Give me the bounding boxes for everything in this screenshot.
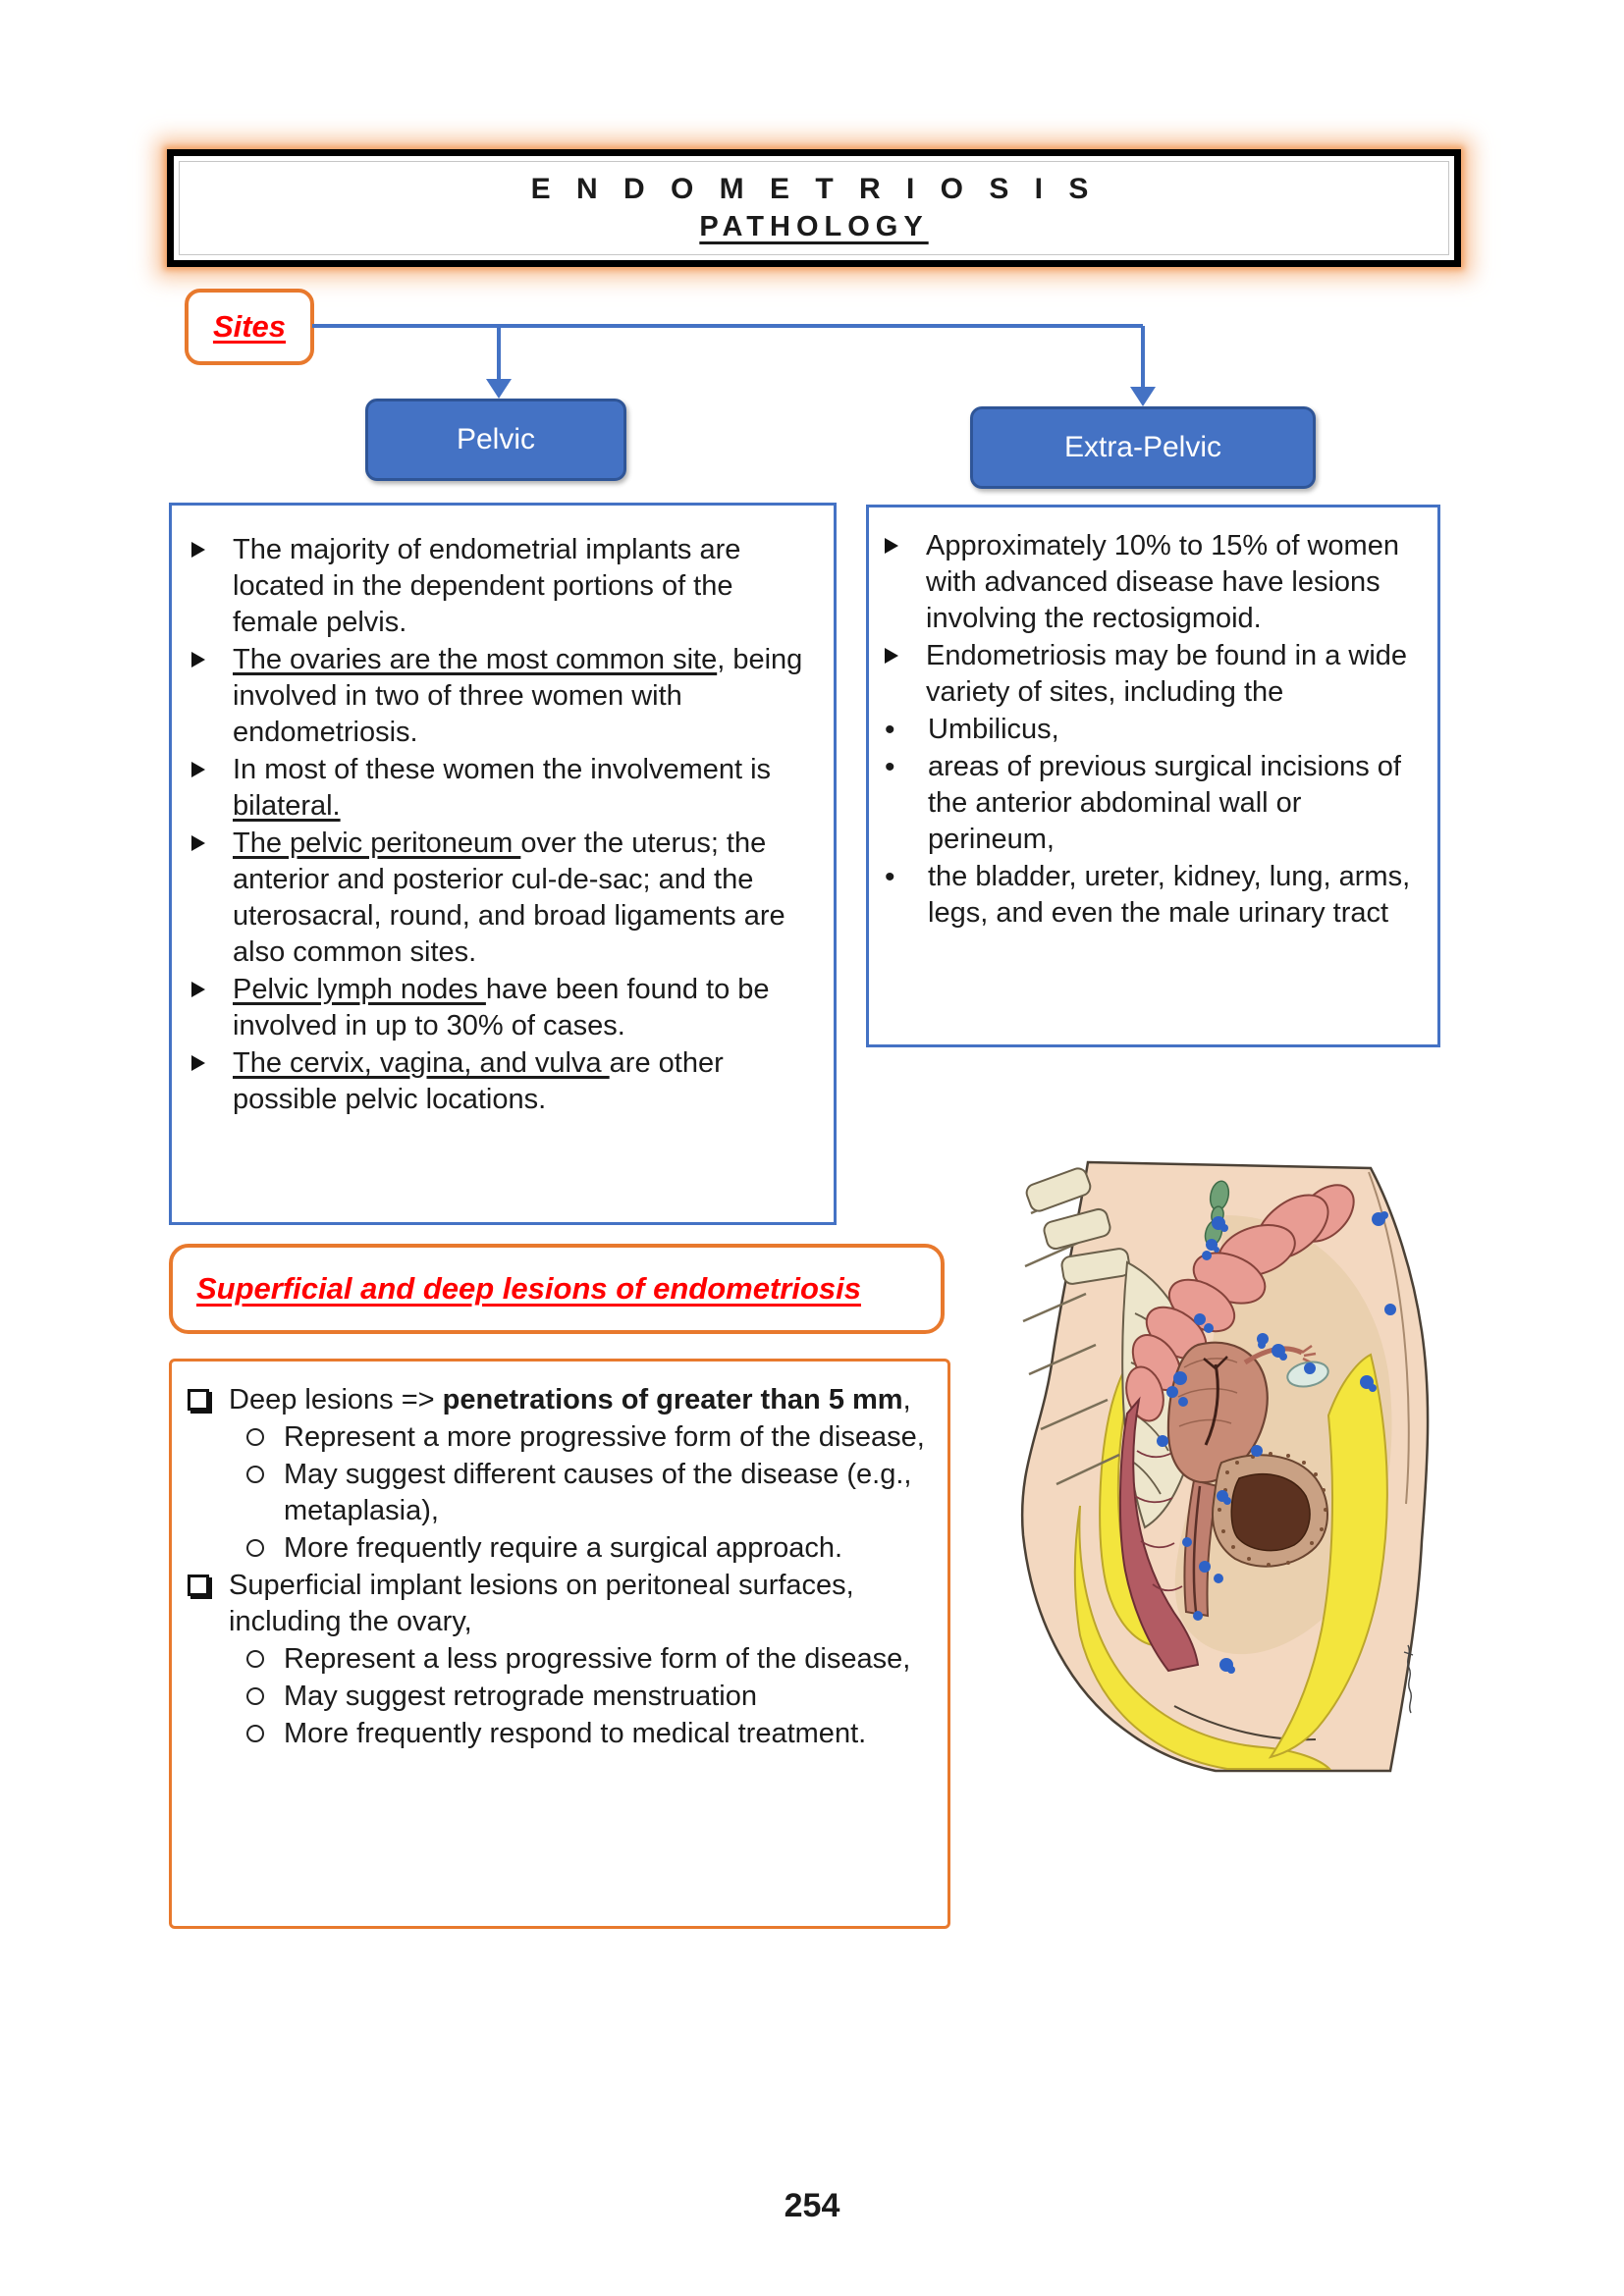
- list-item-text: More frequently respond to medical treatment.: [284, 1718, 867, 1749]
- circle-bullet-icon: [243, 1457, 284, 1483]
- title-inner-frame: [179, 161, 1449, 255]
- list-item: [191, 642, 822, 751]
- list-item-text: Represent a less progressive form of the disease,: [284, 1643, 911, 1675]
- list-item: [885, 859, 1430, 932]
- arrow-bullet-icon: [885, 638, 926, 664]
- list-item: [243, 1530, 938, 1567]
- list-item-text: Endometriosis may be found in a wide variety of sites, including the: [926, 640, 1408, 708]
- list-item-text: May suggest retrograde menstruation: [284, 1681, 757, 1712]
- list-item: [188, 1568, 938, 1640]
- list-item-text: areas of previous surgical incisions of the anterior abdominal wall or perineum,: [928, 751, 1401, 855]
- circle-bullet-icon: [243, 1716, 284, 1742]
- list-item: [885, 638, 1430, 711]
- list-item: [885, 712, 1430, 748]
- circle-bullet-icon: [243, 1679, 284, 1705]
- arrowhead-to-extra-pelvic: [1130, 387, 1156, 406]
- pelvic-anatomy-illustration: [980, 1156, 1437, 1773]
- document-subtitle: PATHOLOGY: [699, 211, 929, 242]
- dot-bullet-icon: •: [885, 714, 895, 746]
- list-item-text: May suggest different causes of the disease (e.g., metaplasia),: [284, 1459, 912, 1526]
- circle-bullet-icon: [243, 1641, 284, 1668]
- list-item-text: More frequently require a surgical approach.: [284, 1532, 843, 1564]
- list-item-text: the bladder, ureter, kidney, lung, arms, legs, and even the male urinary tract: [928, 861, 1411, 929]
- flowchart-node-pelvic: Pelvic: [365, 399, 626, 481]
- sites-label: Sites: [212, 309, 287, 344]
- flowchart-node-extra-pelvic: Extra-Pelvic: [970, 406, 1316, 489]
- title-box: [167, 149, 1461, 267]
- list-item-text: In most of these women the involvement is bilateral.: [233, 754, 772, 822]
- square-bullet-icon: [188, 1382, 229, 1411]
- list-item-text: Superficial implant lesions on peritoneal surfaces, including the ovary,: [229, 1570, 854, 1637]
- list-item: [188, 1382, 938, 1418]
- arrow-bullet-icon: [191, 1045, 233, 1071]
- arrowhead-to-pelvic: [486, 379, 512, 399]
- arrow-bullet-icon: [191, 972, 233, 997]
- list-item-text: The pelvic peritoneum over the uterus; the anterior and posterior cul-de-sac; and the uterosacral, round, and broad ligaments are also common sites.: [233, 828, 785, 968]
- list-item-text: Represent a more progressive form of the disease,: [284, 1421, 925, 1453]
- list-item: [243, 1679, 938, 1715]
- arrow-bullet-icon: [191, 752, 233, 777]
- lesions-heading-box: [169, 1244, 945, 1334]
- arrow-bullet-icon: [191, 532, 233, 558]
- arrow-bullet-icon: [191, 826, 233, 851]
- dot-bullet-icon: •: [885, 751, 895, 783]
- list-item-text: The ovaries are the most common site, being involved in two of three women with endometriosis.: [233, 644, 803, 748]
- circle-bullet-icon: [243, 1419, 284, 1446]
- list-item-text: Deep lesions => penetrations of greater than 5 mm,: [229, 1384, 911, 1415]
- list-item: [191, 1045, 822, 1118]
- pelvic-sites-panel: [169, 503, 837, 1225]
- list-item-text: Approximately 10% to 15% of women with advanced disease have lesions involving the rectosigmoid.: [926, 530, 1399, 634]
- list-item: [243, 1716, 938, 1752]
- document-title: E N D O M E T R I O S I S: [530, 173, 1098, 205]
- lesions-heading: Superficial and deep lesions of endometriosis: [196, 1271, 861, 1306]
- list-item-text: Umbilicus,: [928, 714, 1059, 745]
- list-item: [243, 1641, 938, 1678]
- lesions-detail-panel: [169, 1359, 950, 1929]
- list-item: [191, 532, 822, 641]
- dot-bullet-icon: •: [885, 861, 895, 893]
- list-item-text: The majority of endometrial implants are located in the dependent portions of the female pelvis.: [233, 534, 741, 638]
- square-bullet-icon: [188, 1568, 229, 1596]
- list-item: [243, 1457, 938, 1529]
- extra-pelvic-sites-panel: [866, 505, 1440, 1047]
- sites-label-box: [185, 289, 314, 365]
- list-item: [885, 749, 1430, 858]
- list-item: [243, 1419, 938, 1456]
- arrow-bullet-icon: [191, 642, 233, 667]
- list-item: [191, 752, 822, 825]
- page-number: 254: [784, 2187, 840, 2224]
- list-item: [191, 826, 822, 971]
- list-item-text: The cervix, vagina, and vulva are other possible pelvic locations.: [233, 1047, 724, 1115]
- circle-bullet-icon: [243, 1530, 284, 1557]
- list-item-text: Pelvic lymph nodes have been found to be involved in up to 30% of cases.: [233, 974, 770, 1041]
- arrow-bullet-icon: [885, 528, 926, 554]
- list-item: [885, 528, 1430, 637]
- list-item: [191, 972, 822, 1044]
